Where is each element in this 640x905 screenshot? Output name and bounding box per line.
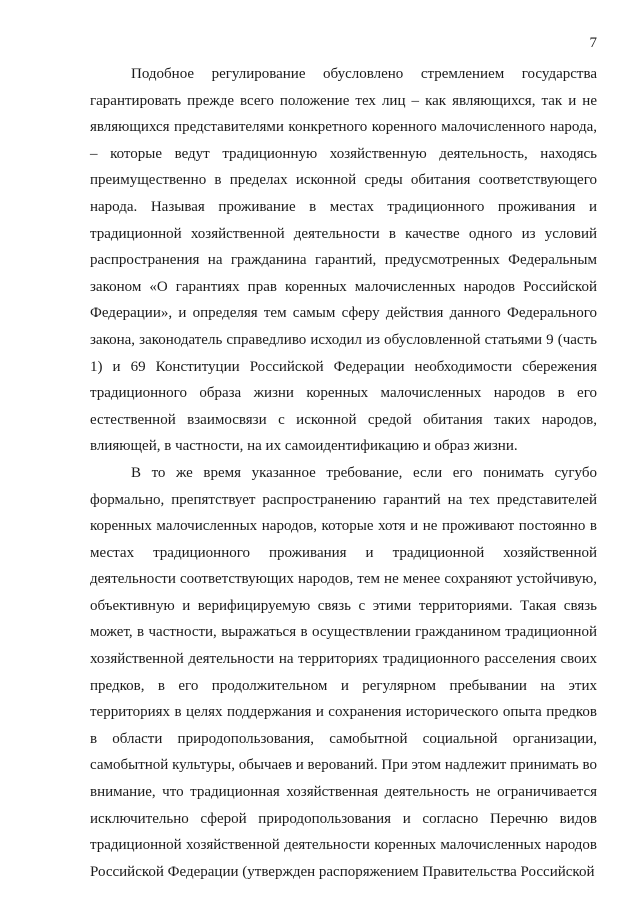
document-body [90,61,597,885]
paragraph-2: В то же время указанное требование, если его понимать сугубо формально, препятствует распространению гарантий на тех представителей коренных малочисленных народов, которые хотя и не проживают постоянно в местах традиционного проживания и традиционной хозяйственной деятельности соответствующих народов, тем не менее сохраняют устойчивую, объективную и верифицируемую связь с этими территориями. Такая связь может, в частности, выражаться в осуществлении гражданином традиционной хозяйственной деятельности на территориях традиционного расселения своих предков, в его продолжительном и регулярном пребывании на этих территориях в целях поддержания и сохранения исторического опыта предков в области природопользования, самобытной социальной организации, самобытной культуры, обычаев и верований. При этом надлежит принимать во внимание, что традиционная хозяйственная деятельность не ограничивается исключительно сферой природопользования и согласно Перечню видов традиционной хозяйственной деятельности коренных малочисленных народов Российской Федерации (утвержден распоряжением Правительства Российской [90,464,597,880]
paragraph-1: Подобное регулирование обусловлено стремлением государства гарантировать прежде всего положение тех лиц – как являющихся, так и не являющихся представителями конкретного коренного малочисленного народа, – которые ведут традиционную хозяйственную деятельность, находясь преимущественно в пределах исконной среды обитания соответствующего народа. Называя проживание в местах традиционного проживания и традиционной хозяйственной деятельности в качестве одного из условий распространения на гражданина гарантий, предусмотренных Федеральным законом «О гарантиях прав коренных малочисленных народов Российской Федерации», и определяя тем самым сферу действия данного Федерального закона, законодатель справедливо исходил из обусловленной статьями 9 (часть 1) и 69 Конституции Российской Федерации необходимости сбережения традиционного образа жизни коренных малочисленных народов в его естественной взаимосвязи с исконной средой обитания таких народов, влияющей, в частности, на их самоидентификацию и образ жизни. [90,66,597,455]
page-number: 7 [589,35,597,51]
